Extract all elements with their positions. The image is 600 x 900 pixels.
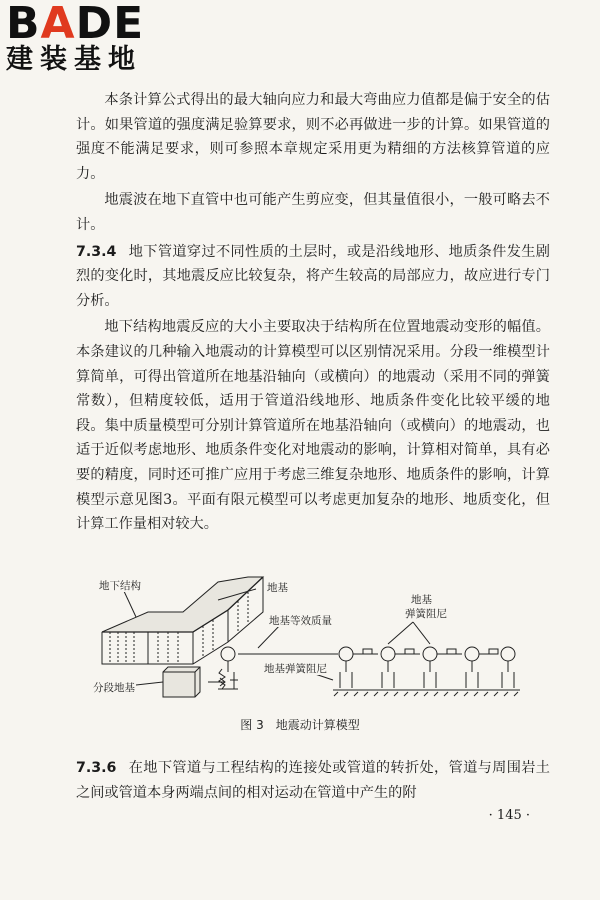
label-foundation: 地基 — [267, 582, 288, 594]
logo-brand-text: BADE — [6, 0, 145, 49]
page-number: · 145 · — [488, 808, 530, 823]
label-equivalent-mass: 地基等效质量 — [269, 615, 332, 627]
section-number: 7.3.4 — [76, 243, 117, 260]
paragraph-1: 本条计算公式得出的最大轴向应力和最大弯曲应力值都是偏于安全的估计。如果管道的强度满足验算要求，则不必再做进一步的计算。如果管道的强度不能满足要求，则可参照本章规定采用更为精细的方法核算管道的应力。 — [76, 92, 550, 182]
figure-drawing — [88, 572, 528, 712]
section-number-2: 7.3.6 — [76, 760, 117, 776]
label-segment-foundation: 分段地基 — [93, 682, 135, 694]
label-spring-damping-2: 弹簧阻尼 — [405, 608, 447, 620]
logo-subtitle: 建装基地 — [6, 44, 142, 75]
section-7-3-6 — [76, 756, 550, 805]
label-underground-structure: 地下结构 — [99, 580, 141, 592]
section-7-3-4 — [76, 240, 550, 314]
section-text: 地下管道穿过不同性质的土层时，或是沿线地形、地质条件发生剧烈的变化时，其地震反应比较复杂，将产生较高的局部应力，故应进行专门分析。 — [76, 243, 550, 309]
label-spring-damping: 地基弹簧阻尼 — [264, 663, 327, 675]
section-text-2: 在地下管道与工程结构的连接处或管道的转折处，管道与周围岩土之间或管道本身两端点间的相对运动在管道中产生的附 — [76, 760, 550, 801]
label-foundation-2: 地基 — [411, 594, 432, 606]
body-bottom — [76, 756, 550, 807]
figure-3 — [88, 572, 528, 712]
logo — [6, 2, 186, 76]
logo-brand — [6, 0, 186, 49]
figure-caption: 图 3 地震动计算模型 — [240, 718, 360, 732]
body-top — [76, 88, 550, 539]
paragraph-2: 地震波在地下直管中也可能产生剪应变，但其量值很小，一般可略去不计。 — [76, 192, 550, 233]
paragraph-3: 地下结构地震反应的大小主要取决于结构所在位置地震动变形的幅值。本条建议的几种输入地震动的计算模型可以区别情况采用。分段一维模型计算简单，可得出管道所在地基沿轴向（或横向）的地震动（采用不同的弹簧常数），但精度较低，适用于管道沿线地形、地质条件变化比较平缓的地段。集中质量模型可分别计算管道所在地基沿轴向（或横向）的地震动，也适于近似考虑地形、地质条件变化对地震动的影响，计算相对简单，具有必要的精度，同时还可推广应用于考虑三维复杂地形、地质条件的影响，计算模型示意见图3。平面有限元模型可以考虑更加复杂的地形、地质变化，但计算工作量相对较大。 — [76, 319, 550, 533]
